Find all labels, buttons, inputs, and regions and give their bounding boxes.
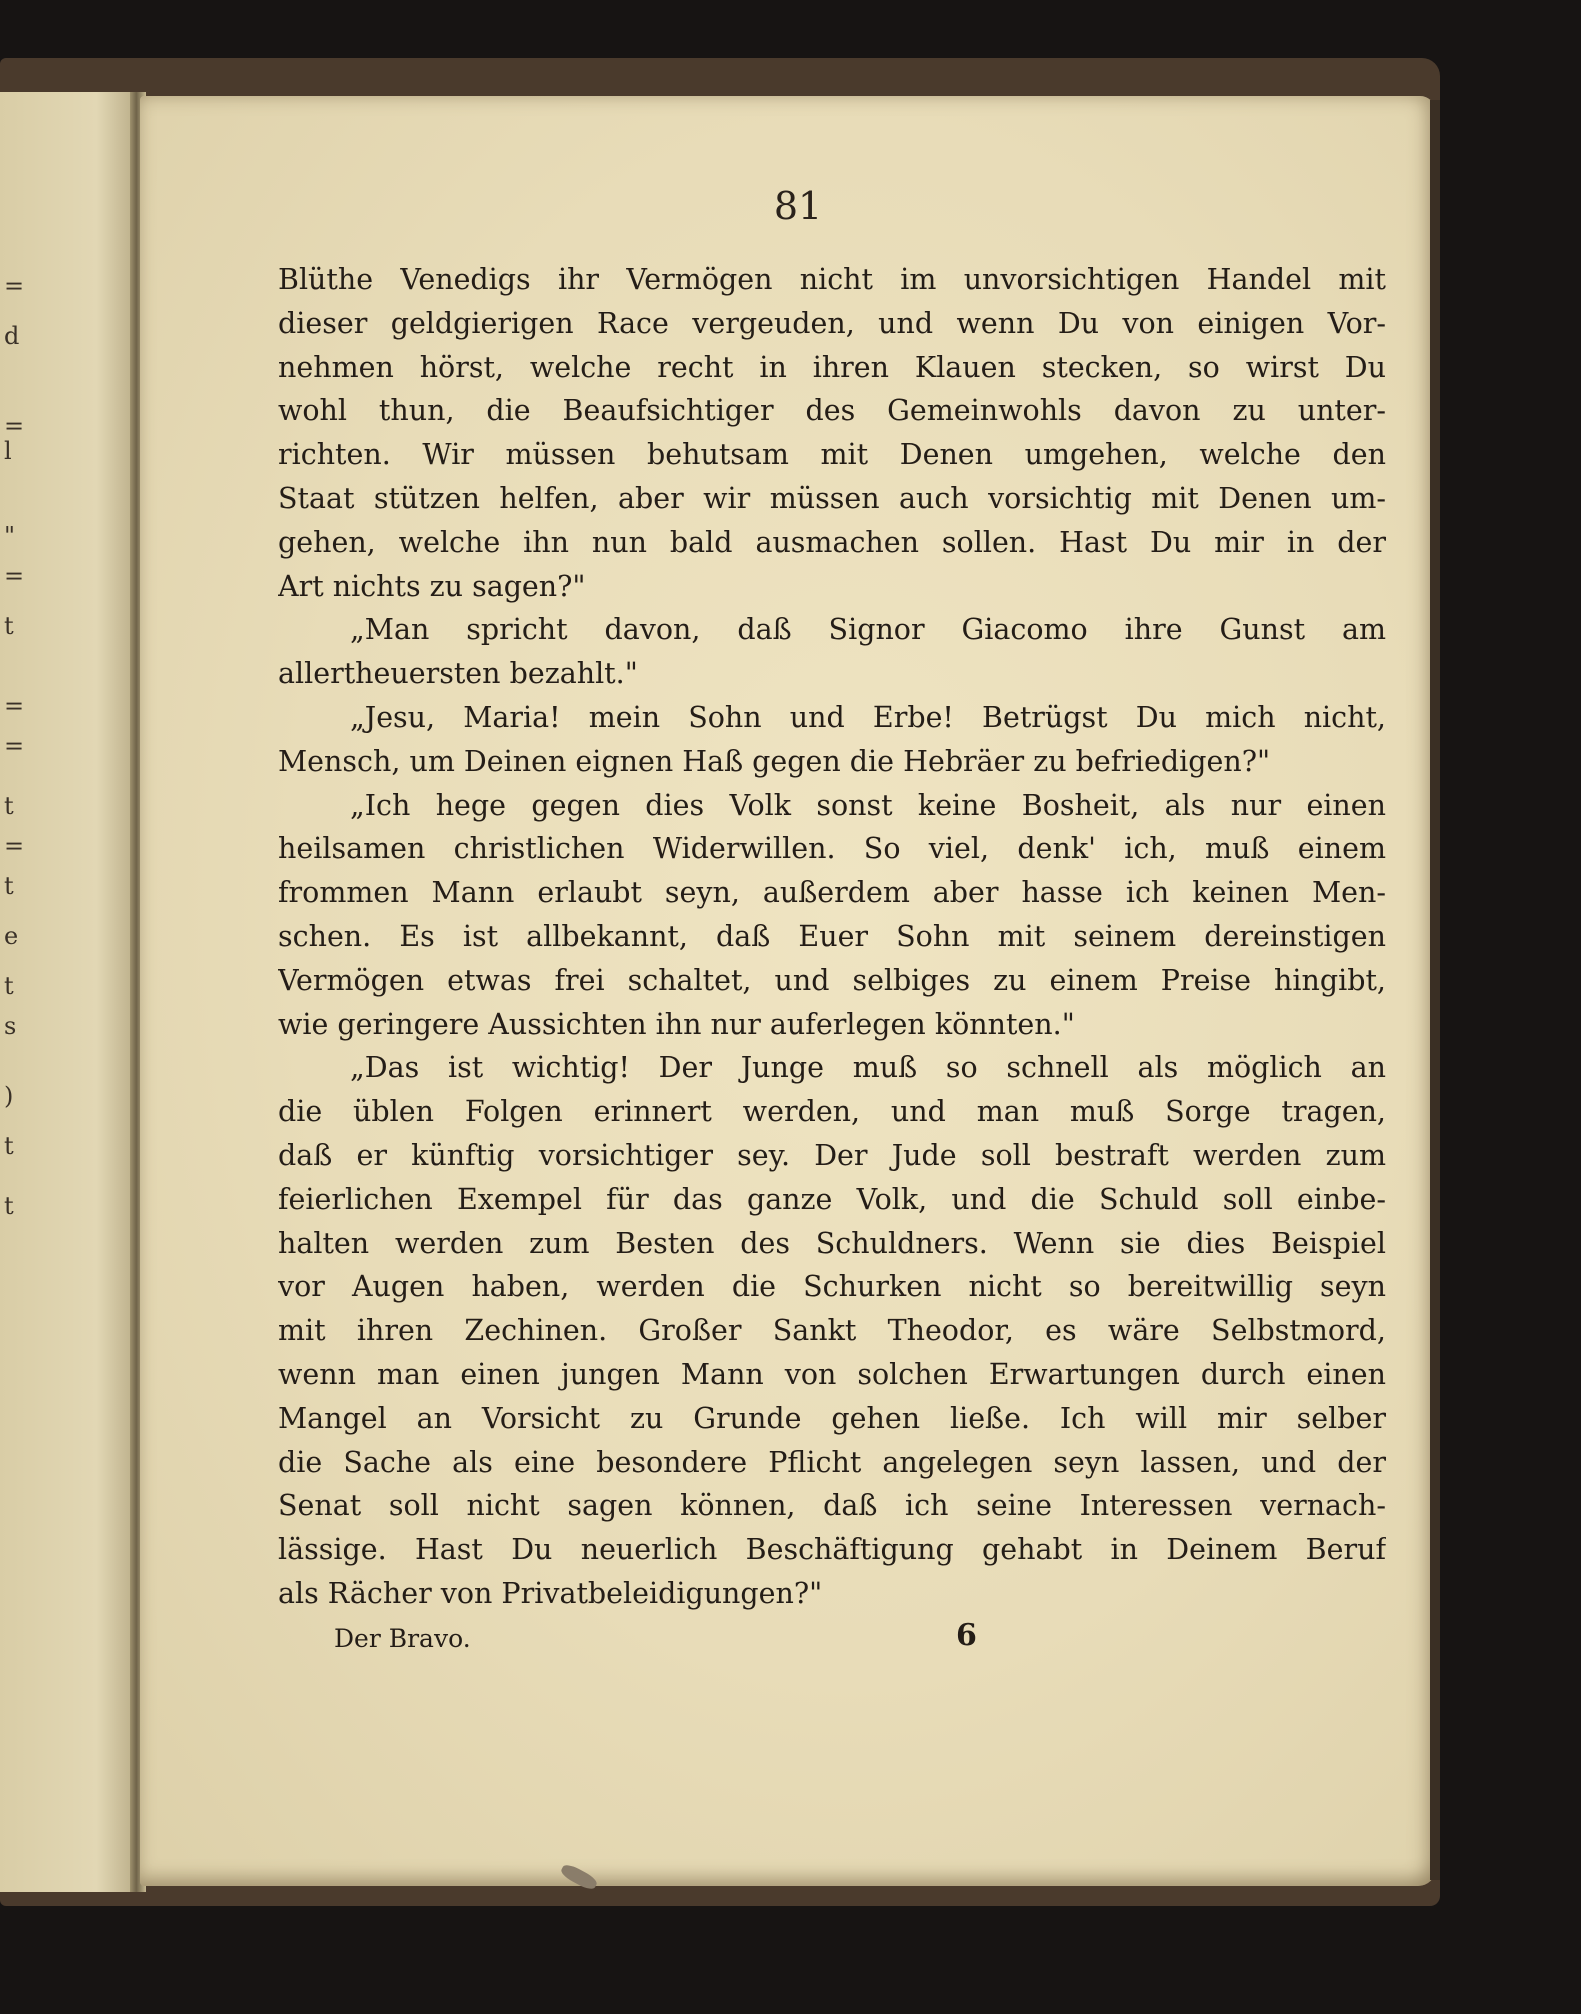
left-page-fragment: t [4, 1192, 14, 1220]
text-line: als Rächer von Privatbeleidigungen?" [278, 1576, 823, 1610]
text-line: die Sache als eine besondere Pflicht angelegen seyn lassen, und der [278, 1445, 1386, 1479]
text-line: daß er künftig vorsichtiger sey. Der Jude soll bestraft werden zum [278, 1138, 1386, 1172]
left-page-fragment: = [4, 732, 25, 760]
left-page-fragment: = [4, 562, 25, 590]
text-line: „Ich hege gegen dies Volk sonst keine Bosheit, als nur einen [350, 788, 1386, 822]
footer-title: Der Bravo. [334, 1624, 471, 1653]
text-line: die üblen Folgen erinnert werden, und man muß Sorge tragen, [278, 1095, 1386, 1129]
left-page-fragment: t [4, 792, 14, 820]
text-line: Mensch, um Deinen eignen Haß gegen die Hebräer zu befriedigen?" [278, 744, 1271, 778]
left-page-edge [0, 92, 138, 1892]
text-line: allertheuersten bezahlt." [278, 657, 638, 691]
text-line: Blüthe Venedigs ihr Vermögen nicht im unvorsichtigen Handel mit [278, 263, 1386, 296]
left-page-fragment: ) [4, 1082, 14, 1110]
left-page-fragment: s [4, 1012, 17, 1040]
text-line: wie geringere Aussichten ihn nur auferlegen könnten." [278, 1007, 1075, 1041]
left-page-fragment: t [4, 972, 14, 1000]
text-line: Senat soll nicht sagen können, daß ich seine Interessen vernach- [278, 1489, 1386, 1523]
text-line: „Jesu, Maria! mein Sohn und Erbe! Betrügst Du mich nicht, [350, 700, 1386, 734]
body-text [278, 258, 1386, 1616]
text-line: „Das ist wichtig! Der Junge muß so schnell als möglich an [350, 1051, 1386, 1085]
left-page-fragment: = [4, 832, 25, 860]
signature-mark: 6 [956, 1618, 977, 1653]
text-line: feierlichen Exempel für das ganze Volk, und die Schuld soll einbe- [278, 1182, 1386, 1216]
text-line: schen. Es ist allbekannt, daß Euer Sohn mit seinem dereinstigen [278, 919, 1386, 953]
left-page-fragment: d [4, 322, 20, 350]
right-page [140, 96, 1436, 1886]
text-line: Mangel an Vorsicht zu Grunde gehen ließe. Ich will mir selber [278, 1401, 1386, 1435]
text-line: wohl thun, die Beaufsichtiger des Gemeinwohls davon zu unter- [278, 394, 1386, 428]
left-page-fragment: e [4, 922, 19, 950]
page-edge-shadow [1430, 100, 1440, 1880]
text-line: gehen, welche ihn nun bald ausmachen sollen. Hast Du mir in der [278, 525, 1386, 559]
left-page-fragment: " [4, 522, 16, 550]
left-page-fragment: t [4, 872, 14, 900]
left-page-fragment: l [4, 437, 12, 465]
text-line: mit ihren Zechinen. Großer Sankt Theodor, es wäre Selbstmord, [278, 1314, 1386, 1348]
left-page-fragment: = [4, 272, 25, 300]
left-page-fragment: t [4, 612, 14, 640]
text-line: Vermögen etwas frei schaltet, und selbiges zu einem Preise hingibt, [278, 963, 1386, 997]
text-line: Art nichts zu sagen?" [278, 569, 586, 603]
text-line: heilsamen christlichen Widerwillen. So viel, denk' ich, muß einem [278, 832, 1386, 866]
text-line: richten. Wir müssen behutsam mit Denen umgehen, welche den [278, 438, 1386, 472]
left-page-fragment: t [4, 1132, 14, 1160]
text-line: wenn man einen jungen Mann von solchen Erwartungen durch einen [278, 1357, 1386, 1391]
text-line: lässige. Hast Du neuerlich Beschäftigung gehabt in Deinem Beruf [278, 1533, 1386, 1567]
text-line: vor Augen haben, werden die Schurken nicht so bereitwillig seyn [278, 1270, 1386, 1304]
text-line: Staat stützen helfen, aber wir müssen auch vorsichtig mit Denen um- [278, 481, 1386, 515]
text-line: frommen Mann erlaubt seyn, außerdem aber hasse ich keinen Men- [278, 876, 1386, 910]
left-page-fragment: = [4, 412, 25, 440]
text-line: halten werden zum Besten des Schuldners. Wenn sie dies Beispiel [278, 1226, 1386, 1260]
left-page-fragment: = [4, 692, 25, 720]
text-line: dieser geldgierigen Race vergeuden, und wenn Du von einigen Vor- [278, 306, 1386, 340]
page-number: 81 [773, 184, 823, 228]
text-line: „Man spricht davon, daß Signor Giacomo ihre Gunst am [350, 613, 1386, 647]
text-line: nehmen hörst, welche recht in ihren Klauen stecken, so wirst Du [278, 350, 1386, 384]
